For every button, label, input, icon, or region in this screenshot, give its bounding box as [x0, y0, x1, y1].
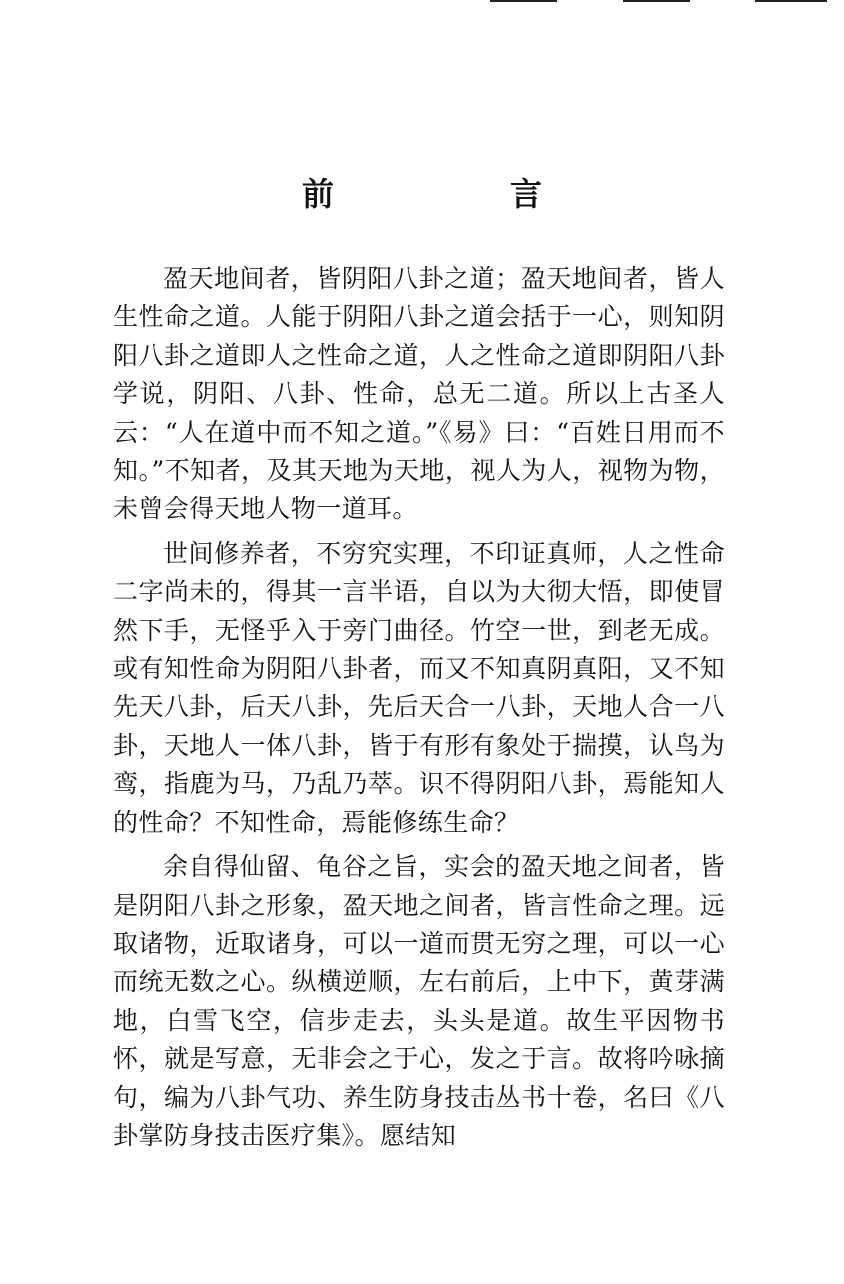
page-title: 前 言: [301, 175, 614, 213]
paragraph-1: 盈天地间者，皆阴阳八卦之道；盈天地间者，皆人生性命之道。人能于阴阳八卦之道会括于一心，则知阴阳八卦之道即人之性命之道，人之性命之道即阴阳八卦学说，阴阳、八卦、性命，总无二道。所以上古圣人云：“人在道中而不知之道。”《易》曰：“百姓日用而不知。”不知者，及其天地为天地，视人为人，视物为物，未曾会得天地人物一道耳。: [113, 264, 725, 524]
header-rule-right: [755, 0, 827, 2]
body-text: [113, 260, 725, 1161]
header-rule-left: [490, 0, 557, 2]
paragraph-2: 世间修养者，不穷究实理，不印证真师，人之性命二字尚未的，得其一言半语，自以为大彻大悟，即使冒然下手，无怪乎入于旁门曲径。竹空一世，到老无成。或有知性命为阴阳八卦者，而又不知真阴真阳，又不知先天八卦，后天八卦，先后天合一八卦，天地人合一八卦，天地人一体八卦，皆于有形有象处于揣摸，认鸟为鸾，指鹿为马，乃乱乃萃。识不得阴阳八卦，焉能知人的性命？不知性命，焉能修练生命？: [113, 538, 725, 837]
header-rule-middle: [623, 0, 690, 2]
paragraph-3: 余自得仙留、龟谷之旨，实会的盈天地之间者，皆是阴阳八卦之形象，盈天地之间者，皆言性命之理。远取诸物，近取诸身，可以一道而贯无穷之理，可以一心而统无数之心。纵横逆顺，左右前后，上中下，黄芽满地，白雪飞空，信步走去，头头是道。故生平因物书怀，就是写意，无非会之于心，发之于言。故将吟咏摘句，编为八卦气功、养生防身技击丛书十卷，名曰《八卦掌防身技击医疗集》。愿结知: [113, 852, 725, 1150]
